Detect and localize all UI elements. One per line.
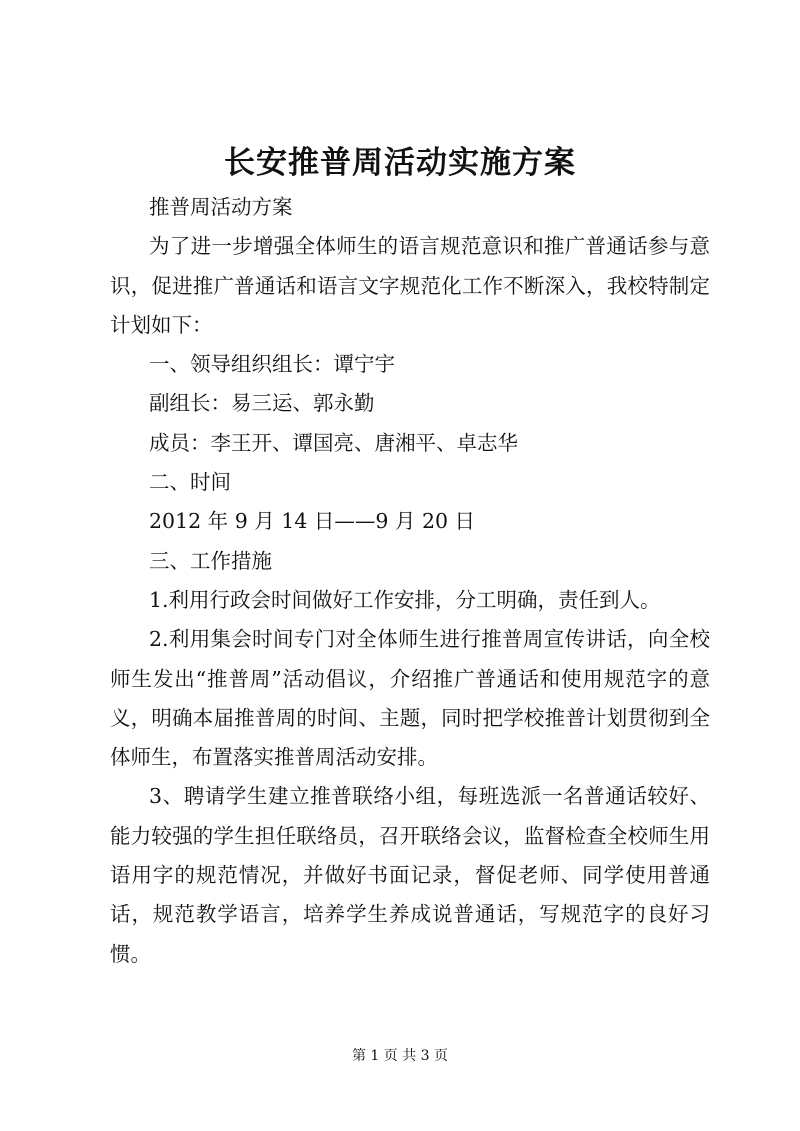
paragraph-intro: 为了进一步增强全体师生的语言规范意识和推广普通话参与意识，促进推广普通话和语言文字规范化工作不断深入，我校特制定计划如下： bbox=[110, 234, 710, 337]
paragraph-section-time: 二、时间 bbox=[149, 470, 231, 495]
paragraph-measure-2: 2.利用集会时间专门对全体师生进行推普周宣传讲话，向全校师生发出“推普周”活动倡议，介绍推广普通话和使用规范字的意义，明确本届推普周的时间、主题，同时把学校推普计划贯彻到全体师生，布置落实推普周活动安排。 bbox=[110, 627, 710, 770]
paragraph-subtitle: 推普周活动方案 bbox=[149, 195, 293, 219]
paragraph-deputy-leaders: 副组长：易三运、郭永勤 bbox=[149, 391, 375, 416]
document-title: 长安推普周活动实施方案 bbox=[224, 145, 576, 181]
paragraph-leader: 一、领导组织组长：谭宁宇 bbox=[149, 352, 395, 377]
page-footer: 第 1 页 共 3 页 bbox=[351, 1048, 449, 1064]
document-body bbox=[110, 188, 710, 974]
paragraph-measure-1: 1.利用行政会时间做好工作安排，分工明确，责任到人。 bbox=[149, 587, 661, 612]
paragraph-date-range: 2012 年 9 月 14 日——9 月 20 日 bbox=[149, 509, 476, 534]
paragraph-measure-3: 3、聘请学生建立推普联络小组，每班选派一名普通话较好、能力较强的学生担任联络员，召开联络会议，监督检查全校师生用语用字的规范情况，并做好书面记录，督促老师、同学使用普通话，规范教学语言，培养学生养成说普通话，写规范字的良好习惯。 bbox=[110, 784, 710, 966]
paragraph-section-measures: 三、工作措施 bbox=[149, 548, 272, 573]
paragraph-members: 成员：李王开、谭国亮、唐湘平、卓志华 bbox=[149, 430, 518, 455]
